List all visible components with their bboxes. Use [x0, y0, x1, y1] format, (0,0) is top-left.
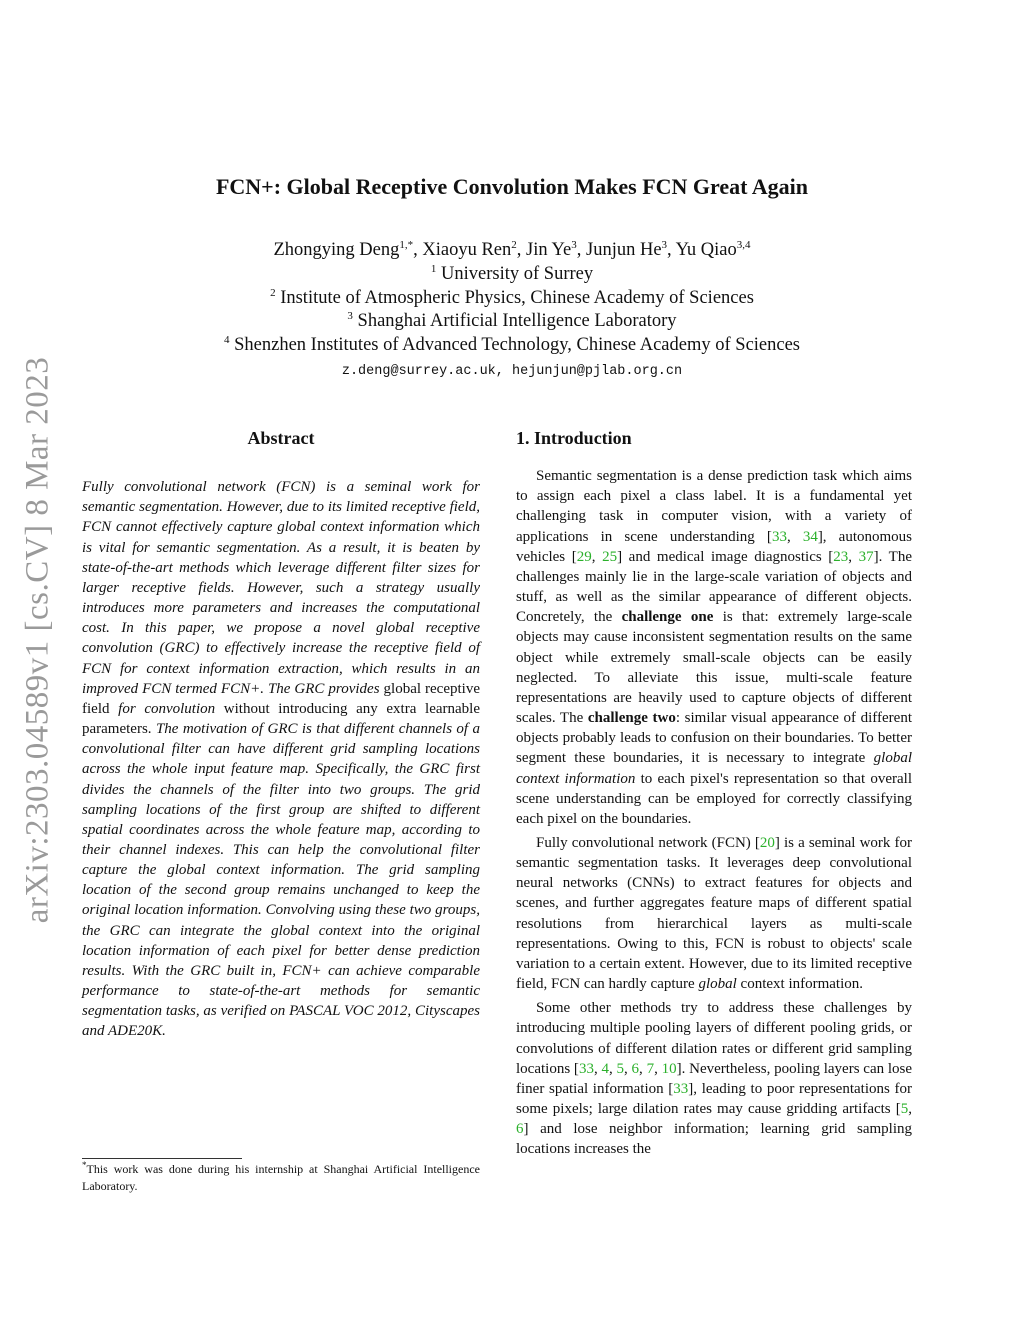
affiliation-text: Institute of Atmospheric Physics, Chinese Academy of Sciences: [280, 288, 754, 308]
affiliation-number: 3: [347, 309, 353, 322]
author-affil-mark: 2: [511, 238, 517, 251]
author-affil-mark: 3: [571, 238, 577, 251]
intro-paragraph: Some other methods try to address these challenges by introducing multiple pooling layers of different pooling grids, or convolutions of different dilation rates or different grid sampling locations [33, 4, 5, 6, 7, 10]. Nevertheless, pooling layers can lose finer spatial information [33], leading to poor representations for some pixels; large dilation rates may cause gridding artifacts [5, 6] and lose neighbor information; learning grid sampling locations increases the: [516, 1000, 913, 1158]
affiliation: [0, 288, 1024, 309]
citation-link[interactable]: 29: [576, 548, 592, 565]
citation-link[interactable]: 34: [802, 528, 818, 545]
citation-link[interactable]: 33: [771, 528, 787, 545]
author-affil-mark: 3: [661, 238, 668, 251]
affiliation-number: 2: [270, 286, 276, 299]
citation-link[interactable]: 10: [661, 1060, 677, 1077]
affiliation: [0, 311, 1024, 332]
citation-link[interactable]: 20: [759, 834, 775, 851]
affiliation-text: University of Surrey: [441, 264, 594, 284]
citation-link[interactable]: 5: [900, 1101, 909, 1117]
affiliation-number: 1: [430, 262, 437, 275]
author-list: Zhongying Deng$^{1,*}$, Xiaoyu Ren$^2$, Jin Ye$^3$, Junjun He$^3$, Yu Qiao$^{3,4}$: [273, 238, 751, 260]
footnote-mark: *: [82, 1160, 87, 1170]
affiliation: [0, 264, 1024, 285]
abstract-text: Fully convolutional network (FCN) is a seminal work for semantic segmentation. However, due to its limited receptive field, FCN cannot effectively capture global context information which is vital for semantic segmentation. As a result, it is beaten by state-of-the-art methods which leverage different filter sizes for larger receptive fields. However, such a strategy usually introduces more parameters and increases the computational cost. In this paper, we propose a novel global receptive convolution (GRC) to effectively increase the receptive field of FCN for context information extraction, which results in an improved FCN termed FCN+. The GRC provides global receptive field for convolution without introducing any extra learnable parameters. The motivation of GRC is that different channels of a convolutional filter can have different grid sampling locations across the whole input feature map. Specifically, the GRC first divides the channels of the filter into two groups. The grid sampling locations of the first group are shifted to different spatial coordinates across the whole feature map, according to their channel indexes. This can help the convolutional filter capture the global context information. The grid sampling location of the second group remains unchanged to keep the original location information. Convolving using these two groups, the GRC can integrate the global context into the original location information of each pixel for better dense prediction results. With the GRC built in, FCN+ can achieve comparable performance to state-of-the-art methods for semantic segmentation tasks, as verified on PASCAL VOC 2012, Cityscapes and ADE20K.: [82, 479, 480, 1040]
intro-paragraph: Semantic segmentation is a dense prediction task which aims to assign each pixel a class label. It is a fundamental yet challenging task in computer vision, with a variety of applications in scene understanding [33, 34], autonomous vehicles [29, 25] and medical image diagnostics [23, 37]. The challenges mainly lie in the large-scale variation of objects and stuff, as well as the similar appearance of different objects. Concretely, the challenge one is that: extremely large-scale objects may cause inconsistent segmentation results on the same object while extremely small-scale objects can be easily neglected. To alleviate this issue, multi-scale feature representations are heavily used to capture objects of different scales. The challenge two: similar visual appearance of different objects probably leads to confusion on their boundaries. To better segment these boundaries, it is necessary to integrate global context information to each pixel's representation so that overall scene understanding can be employed for correctly classifying each pixel on the boundaries.: [516, 468, 913, 827]
author-affil-mark: 1,*: [399, 238, 414, 251]
affiliation-number: 4: [223, 333, 230, 346]
author-name: Zhongying Deng: [273, 240, 400, 260]
author-affil-mark: 3,4: [736, 238, 751, 251]
author-name: Yu Qiao: [675, 240, 737, 260]
author-emails: z.deng@surrey.ac.uk, hejunjun@pjlab.org.cn: [341, 364, 683, 379]
introduction-heading: 1. Introduction: [516, 428, 632, 448]
affiliation-text: Shanghai Artificial Intelligence Laboratory: [357, 311, 677, 331]
arxiv-identifier: arXiv:2303.04589v1 [cs.CV] 8 Mar 2023: [19, 356, 56, 924]
author-name: Junjun He: [586, 240, 662, 260]
footnote: *This work was done during his internship at Shanghai Artificial Intelligence Laboratory.: [82, 1160, 480, 1193]
abstract-column: [82, 428, 480, 1042]
citation-link[interactable]: 23: [833, 548, 849, 565]
citation-link[interactable]: 7: [646, 1060, 655, 1077]
citation-link[interactable]: 5: [616, 1060, 624, 1077]
citation-link[interactable]: 6: [516, 1121, 524, 1138]
affiliation: [0, 335, 1024, 356]
abstract-heading: Abstract: [247, 428, 315, 448]
footnote-rule: [82, 1158, 242, 1159]
citation-link[interactable]: 33: [673, 1080, 689, 1097]
author-name: Jin Ye: [526, 240, 572, 260]
citation-link[interactable]: 33: [578, 1060, 594, 1077]
citation-link[interactable]: 37: [858, 548, 874, 565]
paper-title: FCN+: Global Receptive Convolution Makes FCN Great Again: [215, 174, 809, 199]
citation-link[interactable]: 4: [601, 1060, 609, 1077]
citation-link[interactable]: 6: [631, 1060, 640, 1077]
intro-paragraph: Fully convolutional network (FCN) [20] is a seminal work for semantic segmentation tasks. It leverages deep convolutional neural networks (CNNs) to extract features for objects and scenes, and further aggregates feature maps of different spatial resolutions from hierarchical layers as multi-scale representations. Owing to this, FCN is robust to objects' scale variation to a certain extent. However, due to its limited receptive field, FCN can hardly capture global context information.: [516, 834, 912, 993]
affiliation-text: Shenzhen Institutes of Advanced Technology, Chinese Academy of Sciences: [234, 335, 801, 355]
citation-link[interactable]: 25: [602, 548, 618, 565]
introduction-column: [516, 428, 912, 1159]
author-name: Xiaoyu Ren: [422, 240, 512, 260]
